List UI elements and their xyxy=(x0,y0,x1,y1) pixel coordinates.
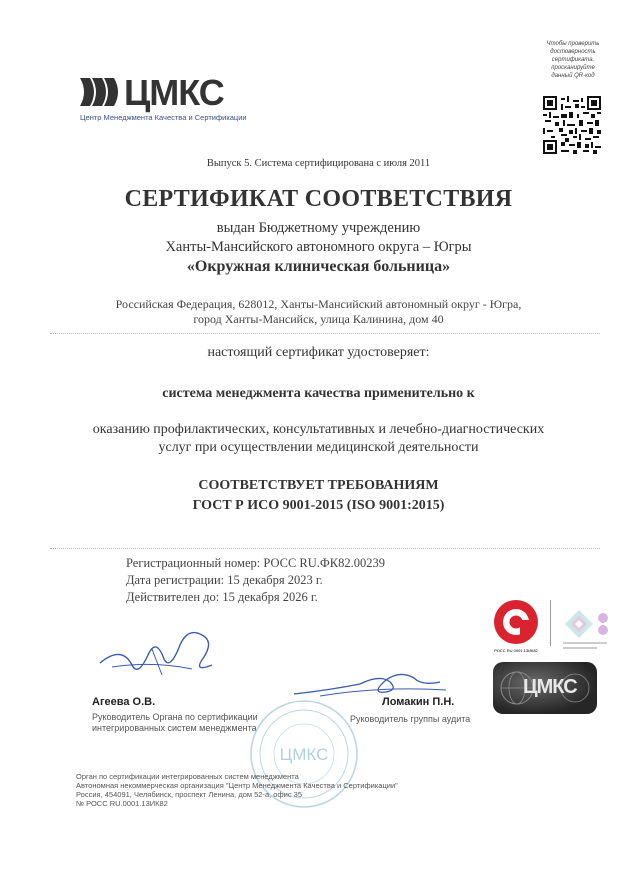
divider xyxy=(50,548,600,549)
accreditation-badge-icon xyxy=(490,598,546,654)
right-signer-name: Ломакин П.Н. xyxy=(382,696,455,708)
hologram-badge xyxy=(493,662,597,714)
badge-divider xyxy=(550,600,551,646)
left-signer-role-line2: интегрированных систем менеджмента xyxy=(92,723,257,733)
issued-to-line1: выдан Бюджетному учреждению xyxy=(216,220,421,236)
requirements-line1: СООТВЕТСТВУЕТ ТРЕБОВАНИЯМ xyxy=(198,478,439,493)
certifies-line: настоящий сертификат удостоверяет: xyxy=(207,345,430,360)
left-signer-name: Агеева О.В. xyxy=(92,696,156,708)
seal-text: ЦМКС xyxy=(279,745,329,764)
address-line1: Российская Федерация, 628012, Ханты-Мансийский автономный округ - Югра, xyxy=(115,297,522,311)
logo-mark-icon xyxy=(78,74,126,110)
logo-subtitle: Центр Менеджмента Качества и Сертификации xyxy=(80,113,247,122)
scope-line2: услуг при осуществлении медицинской деятельности xyxy=(158,440,479,455)
scope-line1: оказанию профилактических, консультативных и лечебно-диагностических xyxy=(92,422,545,437)
left-signature xyxy=(92,615,232,683)
footer-line1: Орган по сертификации интегрированных систем менеджмента xyxy=(76,772,299,781)
divider xyxy=(50,333,600,334)
organization-name: «Окружная клиническая больница» xyxy=(186,258,451,275)
logo xyxy=(78,72,248,128)
footer-line2: Автономная некоммерческая организация "Центр Менеджмента Качества и Сертификации" xyxy=(76,781,398,790)
logo-name: ЦМКС xyxy=(124,72,224,113)
certificate-title: СЕРТИФИКАТ СООТВЕТСТВИЯ xyxy=(124,186,513,212)
accreditation-badge-caption: РОСС RU.0001.13ИК82 xyxy=(494,648,538,653)
issue-line: Выпуск 5. Система сертифицирована с июля 2011 xyxy=(206,158,431,169)
registration-date: Дата регистрации: 15 декабря 2023 г. xyxy=(126,573,323,587)
qr-code-icon[interactable] xyxy=(543,96,601,154)
footer-line4: № РОСС RU.0001.13ИК82 xyxy=(76,799,168,808)
footer-line3: Россия, 454091, Челябинск, проспект Ленина, дом 52-а, офис 35 xyxy=(76,790,302,799)
qr-note: Чтобы проверить достоверность сертификата, просканируйте данный QR-код xyxy=(546,41,600,79)
registration-number: Регистрационный номер: РОСС RU.ФК82.00239 xyxy=(126,556,386,570)
valid-until: Действителен до: 15 декабря 2026 г. xyxy=(126,590,318,604)
left-signer-role-line1: Руководитель Органа по сертификации xyxy=(92,712,258,722)
hologram-logo-text: ЦМКС xyxy=(523,676,577,698)
system-line: система менеджмента качества применительно к xyxy=(162,386,475,401)
address-line2: город Ханты-Мансийск, улица Калинина, дом 40 xyxy=(193,312,444,326)
requirements-line2: ГОСТ Р ИСО 9001-2015 (ISO 9001:2015) xyxy=(192,498,445,513)
right-signer-role: Руководитель группы аудита xyxy=(350,714,471,724)
issued-to-line2: Ханты-Мансийского автономного округа – Югры xyxy=(165,239,472,255)
certification-mark-icon xyxy=(557,602,613,652)
